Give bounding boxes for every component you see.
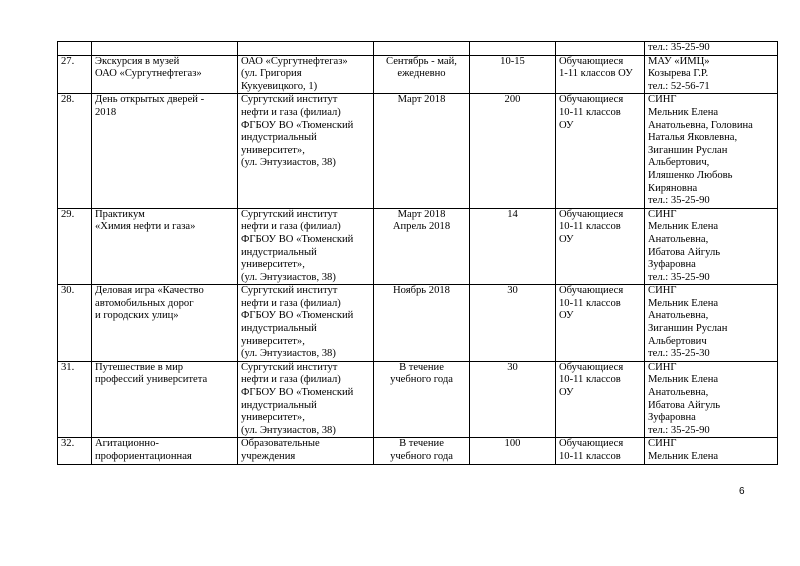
event-line: Агитационно- bbox=[95, 438, 159, 450]
contact-line: Мельник Елена bbox=[648, 106, 719, 118]
place-line: (ул. Энтузиастов, 38) bbox=[241, 348, 336, 360]
place-cell bbox=[238, 438, 374, 464]
contact-cell bbox=[645, 55, 778, 94]
place-cell bbox=[238, 55, 374, 94]
num-cell: 32. bbox=[58, 438, 92, 464]
participants-cell bbox=[556, 94, 645, 208]
date-line: Март 2018 bbox=[397, 94, 446, 106]
count-cell bbox=[470, 361, 556, 438]
num-cell bbox=[58, 42, 92, 56]
place-line: (ул. Энтузиастов, 38) bbox=[241, 271, 336, 283]
place-line: нефти и газа (филиал) bbox=[241, 297, 341, 309]
event-line: Экскурсия в музей bbox=[95, 55, 180, 67]
place-line: университет», bbox=[241, 335, 305, 347]
participants-line: 10-11 классов bbox=[559, 106, 621, 118]
num-cell: 29. bbox=[58, 208, 92, 285]
contact-line: тел.: 35-25-90 bbox=[648, 271, 710, 283]
event-line: и городских улиц» bbox=[95, 310, 179, 322]
contact-cell bbox=[645, 94, 778, 208]
date-cell bbox=[374, 208, 470, 285]
event-cell bbox=[92, 361, 238, 438]
table-row bbox=[58, 55, 778, 94]
contact-line: тел.: 35-25-90 bbox=[648, 424, 710, 436]
place-line: индустриальный bbox=[241, 323, 317, 335]
contact-line: Альбертович bbox=[648, 335, 707, 347]
date-cell bbox=[374, 438, 470, 464]
contact-line: Мельник Елена bbox=[648, 451, 719, 462]
contact-line: Ибатова Айгуль bbox=[648, 399, 721, 411]
event-line: «Химия нефти и газа» bbox=[95, 221, 196, 233]
date-line: учебного года bbox=[390, 374, 453, 386]
count-cell bbox=[470, 208, 556, 285]
event-cell bbox=[92, 438, 238, 464]
contact-line: Мельник Елена bbox=[648, 374, 719, 386]
place-cell bbox=[238, 208, 374, 285]
place-line: университет», bbox=[241, 259, 305, 271]
place-line: (ул. Григория bbox=[241, 68, 302, 80]
participants-line: 10-11 классов bbox=[559, 297, 621, 309]
participants-cell bbox=[556, 361, 645, 438]
place-line: (ул. Энтузиастов, 38) bbox=[241, 157, 336, 169]
contact-line: Анатольевна, Головина bbox=[648, 119, 753, 131]
place-cell bbox=[238, 42, 374, 56]
event-cell bbox=[92, 94, 238, 208]
participants-cell bbox=[556, 42, 645, 56]
place-line: Сургутский институт bbox=[241, 361, 338, 373]
date-cell bbox=[374, 94, 470, 208]
participants-cell bbox=[556, 208, 645, 285]
contact-line: СИНГ bbox=[648, 94, 677, 106]
contact-line: тел.: 52-56-71 bbox=[648, 80, 710, 92]
contact-line: СИНГ bbox=[648, 208, 677, 220]
date-line: учебного года bbox=[390, 451, 453, 462]
contact-line: Козырева Г.Р. bbox=[648, 68, 709, 80]
count-cell bbox=[470, 285, 556, 362]
count-cell bbox=[470, 94, 556, 208]
participants-line: Обучающиеся bbox=[559, 285, 624, 297]
date-cell bbox=[374, 285, 470, 362]
contact-line: Зиганшин Руслан bbox=[648, 144, 728, 156]
count-cell bbox=[470, 55, 556, 94]
contact-line: Мельник Елена bbox=[648, 297, 719, 309]
event-line: Практикум bbox=[95, 208, 145, 220]
place-cell bbox=[238, 94, 374, 208]
continued-row bbox=[58, 42, 778, 56]
place-line: нефти и газа (филиал) bbox=[241, 374, 341, 386]
contact-line: Зуфаровна bbox=[648, 259, 696, 271]
date-line: Март 2018 bbox=[397, 208, 446, 220]
date-line: В течение bbox=[399, 361, 444, 373]
place-line: Образовательные bbox=[241, 438, 320, 450]
event-line: профессий университета bbox=[95, 374, 208, 386]
participants-line: Обучающиеся bbox=[559, 94, 624, 106]
contact-line: Зиганшин Руслан bbox=[648, 323, 728, 335]
participants-line: Обучающиеся bbox=[559, 438, 624, 450]
place-line: индустриальный bbox=[241, 399, 317, 411]
place-line: нефти и газа (филиал) bbox=[241, 106, 341, 118]
place-line: ФГБОУ ВО «Тюменский bbox=[241, 119, 354, 131]
event-line: ОАО «Сургутнефтегаз» bbox=[95, 68, 202, 80]
place-line: индустриальный bbox=[241, 246, 317, 258]
participants-line: Обучающиеся bbox=[559, 361, 624, 373]
participants-line: 10-11 классов bbox=[559, 221, 621, 233]
contact-line: Киряновна bbox=[648, 182, 698, 194]
page-number: 6 bbox=[739, 486, 745, 497]
table-row bbox=[58, 94, 778, 208]
table-row bbox=[58, 208, 778, 285]
contact-line: Наталья Яковлевна, bbox=[648, 132, 738, 144]
contact-line: Ибатова Айгуль bbox=[648, 246, 721, 258]
event-line: День открытых дверей - bbox=[95, 94, 205, 106]
event-line: Путешествие в мир bbox=[95, 361, 184, 373]
num-cell: 30. bbox=[58, 285, 92, 362]
place-line: индустриальный bbox=[241, 132, 317, 144]
count-line: 30 bbox=[507, 361, 518, 373]
contact-line: Альбертович, bbox=[648, 157, 710, 169]
count-cell bbox=[470, 438, 556, 464]
place-cell bbox=[238, 361, 374, 438]
num-cell: 28. bbox=[58, 94, 92, 208]
count-line: 200 bbox=[504, 94, 521, 106]
place-line: учреждения bbox=[241, 451, 296, 462]
count-line: 10-15 bbox=[500, 55, 525, 67]
contact-line: тел.: 35-25-90 bbox=[648, 42, 710, 53]
participants-line: ОУ bbox=[559, 387, 574, 399]
participants-line: ОУ bbox=[559, 119, 574, 131]
place-line: Сургутский институт bbox=[241, 285, 338, 297]
contact-line: Иляшенко Любовь bbox=[648, 169, 733, 181]
date-line: Апрель 2018 bbox=[392, 221, 451, 233]
contact-line: СИНГ bbox=[648, 361, 677, 373]
participants-cell bbox=[556, 285, 645, 362]
count-line: 14 bbox=[507, 208, 518, 220]
count-line: 100 bbox=[504, 438, 521, 450]
event-line: 2018 bbox=[95, 106, 117, 118]
participants-cell bbox=[556, 438, 645, 464]
participants-line: 1-11 классов ОУ bbox=[559, 68, 633, 80]
count-line: 30 bbox=[507, 285, 518, 297]
date-line: В течение bbox=[399, 438, 444, 450]
contact-line: Анатольевна, bbox=[648, 233, 709, 245]
table-row bbox=[58, 285, 778, 362]
participants-line: 10-11 классов bbox=[559, 374, 621, 386]
participants-line: Обучающиеся bbox=[559, 55, 624, 67]
place-cell bbox=[238, 285, 374, 362]
contact-cell bbox=[645, 208, 778, 285]
place-line: ОАО «Сургутнефтегаз» bbox=[241, 55, 348, 67]
date-line: Ноябрь 2018 bbox=[393, 285, 450, 297]
participants-cell bbox=[556, 55, 645, 94]
table-row bbox=[58, 361, 778, 438]
contact-cell bbox=[645, 285, 778, 362]
contact-line: Мельник Елена bbox=[648, 221, 719, 233]
place-line: университет», bbox=[241, 144, 305, 156]
events-table-body bbox=[58, 42, 778, 465]
event-line: Деловая игра «Качество bbox=[95, 285, 204, 297]
place-line: Сургутский институт bbox=[241, 208, 338, 220]
contact-line: тел.: 35-25-30 bbox=[648, 348, 710, 360]
place-line: (ул. Энтузиастов, 38) bbox=[241, 424, 336, 436]
contact-line: СИНГ bbox=[648, 285, 677, 297]
participants-line: ОУ bbox=[559, 233, 574, 245]
date-cell bbox=[374, 361, 470, 438]
contact-cell bbox=[645, 361, 778, 438]
participants-line: Обучающиеся bbox=[559, 208, 624, 220]
event-cell bbox=[92, 208, 238, 285]
event-cell bbox=[92, 42, 238, 56]
place-line: Кукуевицкого, 1) bbox=[241, 80, 318, 92]
contact-cell bbox=[645, 42, 778, 56]
contact-line: МАУ «ИМЦ» bbox=[648, 55, 710, 67]
event-line: автомобильных дорог bbox=[95, 297, 194, 309]
date-cell bbox=[374, 55, 470, 94]
date-cell bbox=[374, 42, 470, 56]
place-line: ФГБОУ ВО «Тюменский bbox=[241, 387, 354, 399]
place-line: ФГБОУ ВО «Тюменский bbox=[241, 310, 354, 322]
place-line: университет», bbox=[241, 412, 305, 424]
contact-line: Анатольевна, bbox=[648, 387, 709, 399]
table-row bbox=[58, 438, 778, 464]
place-line: Сургутский институт bbox=[241, 94, 338, 106]
event-line: профориентационная bbox=[95, 451, 192, 462]
place-line: ФГБОУ ВО «Тюменский bbox=[241, 233, 354, 245]
contact-line: Зуфаровна bbox=[648, 412, 696, 424]
events-table bbox=[57, 41, 778, 465]
num-cell: 31. bbox=[58, 361, 92, 438]
date-line: Сентябрь - май, bbox=[386, 55, 457, 67]
place-line: нефти и газа (филиал) bbox=[241, 221, 341, 233]
date-line: ежедневно bbox=[397, 68, 446, 80]
count-cell bbox=[470, 42, 556, 56]
contact-line: тел.: 35-25-90 bbox=[648, 195, 710, 207]
contact-cell bbox=[645, 438, 778, 464]
contact-line: СИНГ bbox=[648, 438, 677, 450]
participants-line: ОУ bbox=[559, 310, 574, 322]
participants-line: 10-11 классов bbox=[559, 451, 621, 462]
event-cell bbox=[92, 285, 238, 362]
contact-line: Анатольевна, bbox=[648, 310, 709, 322]
num-cell: 27. bbox=[58, 55, 92, 94]
event-cell bbox=[92, 55, 238, 94]
